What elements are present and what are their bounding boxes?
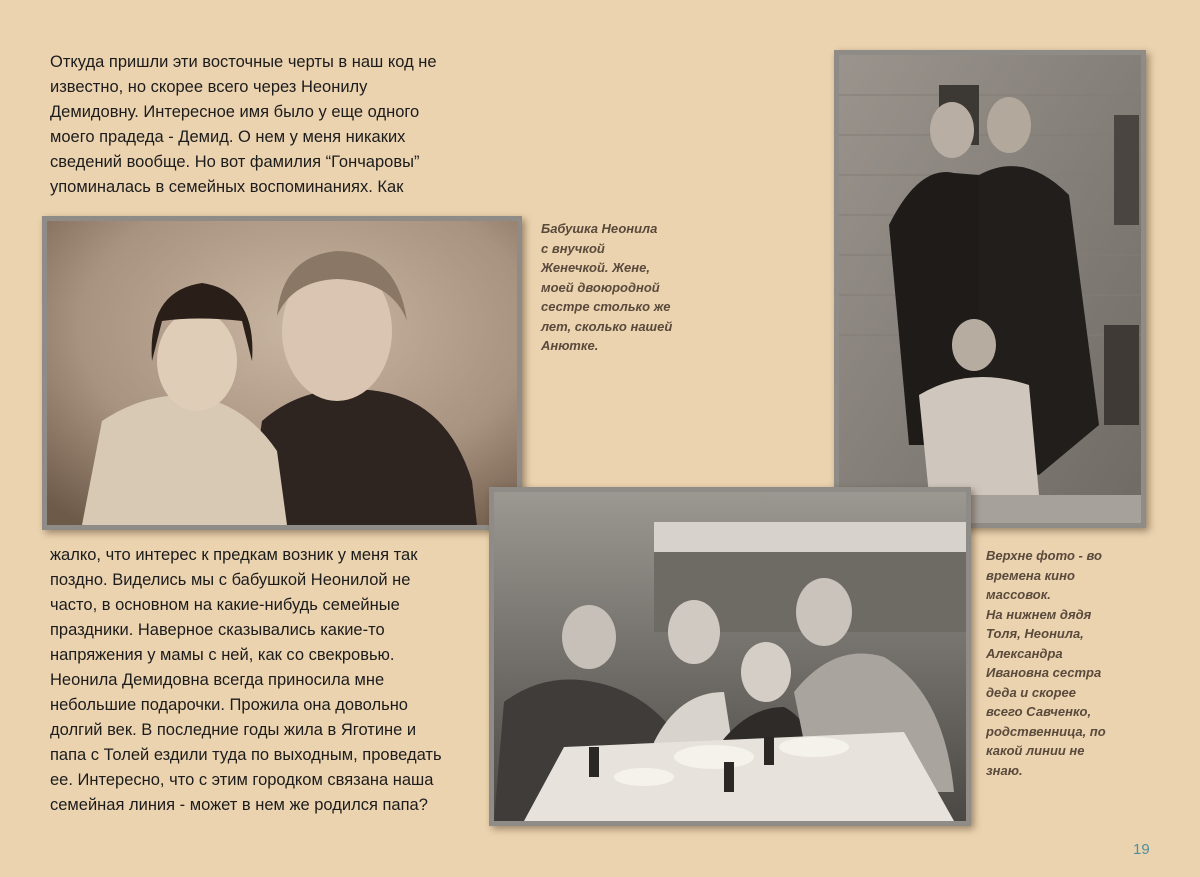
caption-group-photos [986,546,1106,780]
photo-image [839,55,1141,523]
photo-image [494,492,966,821]
text-line: семейная линия - может в нем же родился папа? [50,796,428,814]
paragraph-bottom [50,543,442,818]
text-line: Откуда пришли эти восточные черты в наш код не [50,53,437,71]
text-line: Неонила Демидовна всегда приносила мне [50,671,385,689]
caption-line: какой линии не [986,743,1085,758]
text-line: моего прадеда - Демид. О нем у меня никаких [50,128,406,146]
text-line: ее. Интересно, что с этим городком связана наша [50,771,434,789]
paragraph-top [50,50,437,200]
text-line: праздники. Наверное сказывались какие-то [50,621,385,639]
text-line: поздно. Виделись мы с бабушкой Неонилой не [50,571,411,589]
caption-line: всего Савченко, [986,704,1092,719]
caption-line: Толя, Неонила, [986,626,1084,641]
text-line: известно, но скорее всего через Неонилу [50,78,368,96]
text-line: Демидовну. Интересное имя было у еще одного [50,103,420,121]
caption-line: На нижнем дядя [986,606,1092,622]
caption-line: массовок. [986,587,1051,602]
text-line: небольшие подарочки. Прожила она довольно [50,696,408,714]
text-line: жалко, что интерес к предкам возник у меня так [50,546,418,564]
caption-line: сестре столько же [541,299,671,314]
text-line: долгий век. В последние годы жила в Яготине и [50,721,417,739]
caption-line: Александра [986,645,1063,661]
caption-line: знаю. [986,762,1023,778]
caption-line: Анютке. [541,338,599,353]
caption-line: лет, сколько нашей [541,318,673,334]
photo-family-dinner [489,487,971,826]
text-line: напряжения у мамы с ней, как со свекровью. [50,646,395,664]
text-line: папа с Толей ездили туда по выходным, проведать [50,746,442,764]
caption-line: родственница, по [986,723,1106,739]
photo-grandmother-granddaughter [42,216,522,530]
caption-line: с внучкой [541,240,605,256]
caption-line: Бабушка Неонила [541,221,658,236]
caption-line: времена кино [986,567,1075,583]
caption-line: Женечкой. Жене, [541,260,650,275]
text-line: часто, в основном на какие-нибудь семейные [50,596,400,614]
caption-line: Верхне фото - во [986,548,1102,563]
text-line: упоминалась в семейных воспоминаниях. Как [50,178,404,196]
photo-image [47,221,517,525]
photo-women-standing [834,50,1146,528]
caption-line: моей двоюродной [541,279,660,295]
caption-line: Ивановна сестра [986,665,1102,680]
caption-portrait [541,219,672,356]
text-line: сведений вообще. Но вот фамилия “Гончаровы” [50,153,420,171]
page-number: 19 [1133,841,1150,858]
caption-line: деда и скорее [986,684,1077,700]
